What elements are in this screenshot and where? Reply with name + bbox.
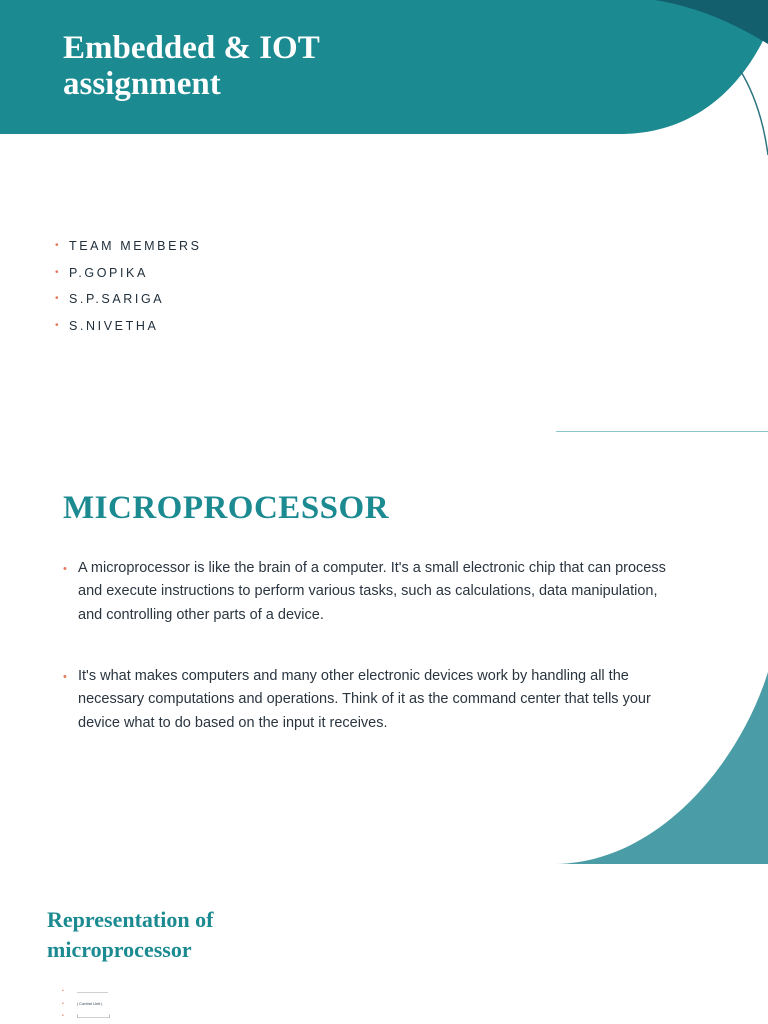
list-item — [55, 313, 202, 340]
paragraph-text: It's what makes computers and many other electronic devices work by handling all the necessary computations and operations. Think of it as the command center that tells your device what to do based on the input it receives. — [78, 668, 651, 731]
list-item — [62, 998, 110, 1011]
list-item — [55, 286, 202, 313]
member-name: S.P.SARIGA — [69, 292, 165, 307]
section-heading: Representation of microprocessor — [47, 907, 214, 962]
paragraph — [63, 665, 678, 735]
diagram-line: | Control Unit | — [77, 1000, 103, 1006]
bullet-icon: • — [62, 1013, 64, 1019]
member-label: TEAM MEMBERS — [69, 239, 202, 253]
paragraph — [63, 557, 678, 627]
bullet-icon: • — [55, 240, 59, 251]
bullet-icon: • — [63, 563, 67, 575]
list-item — [62, 985, 110, 998]
bullet-icon: • — [62, 1000, 64, 1007]
right-edge-arc — [740, 70, 768, 155]
diagram-line: ______________ — [77, 988, 109, 993]
member-name: P.GOPIKA — [69, 265, 148, 280]
paragraph-text: A microprocessor is like the brain of a computer. It's a small electronic chip that can process and execute instructions to perform various tasks, such as calculations, data manipulation, and controlling other parts of a device. — [78, 560, 666, 623]
bullet-icon: • — [63, 671, 67, 683]
slide-title — [0, 0, 768, 432]
bullet-icon: • — [62, 988, 64, 994]
list-item — [55, 260, 202, 287]
team-members-list — [55, 233, 202, 339]
list-item — [62, 1010, 110, 1023]
section-heading: MICROPROCESSOR — [63, 490, 390, 526]
list-item — [55, 233, 202, 260]
title-heading: Embedded & IOT assignment — [63, 30, 320, 102]
bullet-icon: • — [55, 319, 59, 331]
member-name: S.NIVETHA — [69, 318, 159, 333]
diagram-line: |______________| — [77, 1013, 111, 1018]
bullet-icon: • — [55, 293, 59, 305]
diagram-text-list — [62, 985, 110, 1023]
bullet-icon: • — [55, 266, 59, 278]
